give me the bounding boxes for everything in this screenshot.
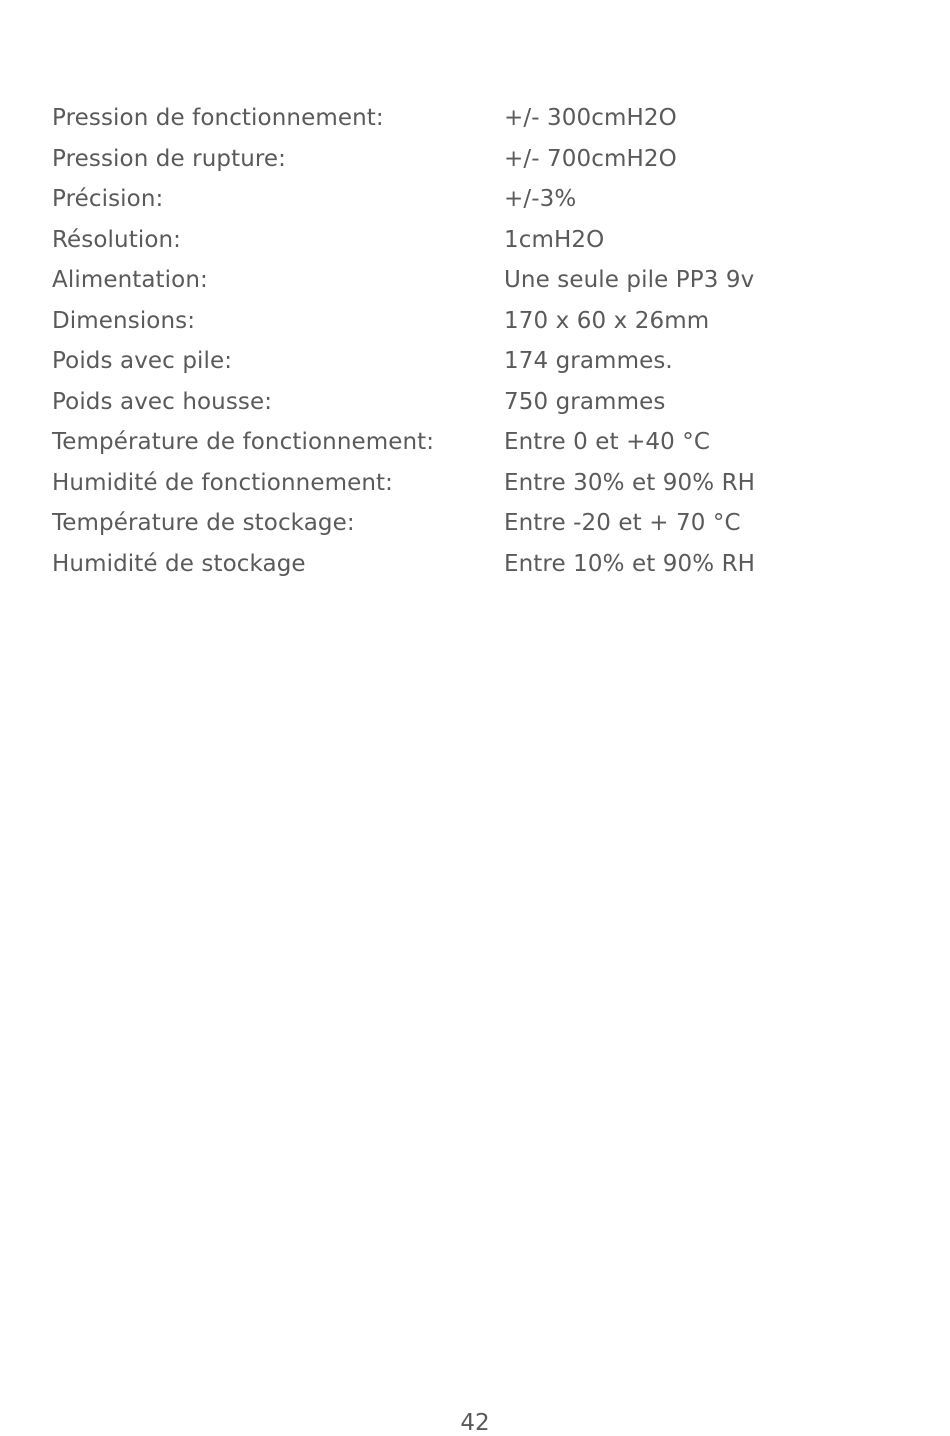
spec-row-weight-with-battery [52, 341, 912, 382]
spec-value: +/- 700cmH2O [504, 145, 677, 172]
spec-label: Précision: [52, 186, 164, 213]
spec-value: Une seule pile PP3 9v [504, 267, 755, 294]
spec-row-operating-humidity [52, 463, 912, 504]
spec-row-operating-temperature [52, 422, 912, 463]
spec-row-resolution [52, 220, 912, 261]
spec-label: Température de fonctionnement: [52, 429, 435, 456]
spec-row-operating-pressure [52, 98, 912, 139]
specifications-table [52, 98, 912, 584]
spec-label: Résolution: [52, 226, 182, 253]
spec-label: Humidité de stockage [52, 550, 306, 577]
spec-row-dimensions [52, 301, 912, 342]
spec-value: Entre 0 et +40 °C [504, 429, 711, 456]
spec-value: 1cmH2O [504, 226, 605, 253]
spec-row-storage-humidity [52, 544, 912, 585]
page-number: 42 [460, 1410, 490, 1436]
spec-label: Humidité de fonctionnement: [52, 469, 393, 496]
spec-row-power-supply [52, 260, 912, 301]
spec-label: Poids avec pile: [52, 348, 233, 375]
spec-label: Alimentation: [52, 267, 208, 294]
spec-value: 170 x 60 x 26mm [504, 307, 710, 334]
spec-value: Entre 30% et 90% RH [504, 469, 756, 496]
spec-value: 750 grammes [504, 388, 666, 415]
spec-row-weight-with-case [52, 382, 912, 423]
spec-value: +/- 300cmH2O [504, 105, 677, 132]
spec-label: Température de stockage: [52, 510, 355, 537]
spec-value: 174 grammes. [504, 348, 673, 375]
spec-label: Pression de fonctionnement: [52, 105, 384, 132]
spec-label: Dimensions: [52, 307, 196, 334]
spec-label: Pression de rupture: [52, 145, 287, 172]
spec-label: Poids avec housse: [52, 388, 273, 415]
spec-value: Entre -20 et + 70 °C [504, 510, 741, 537]
spec-row-storage-temperature [52, 503, 912, 544]
spec-value: +/-3% [504, 186, 577, 213]
spec-value: Entre 10% et 90% RH [504, 550, 756, 577]
spec-row-burst-pressure [52, 139, 912, 180]
spec-row-accuracy [52, 179, 912, 220]
